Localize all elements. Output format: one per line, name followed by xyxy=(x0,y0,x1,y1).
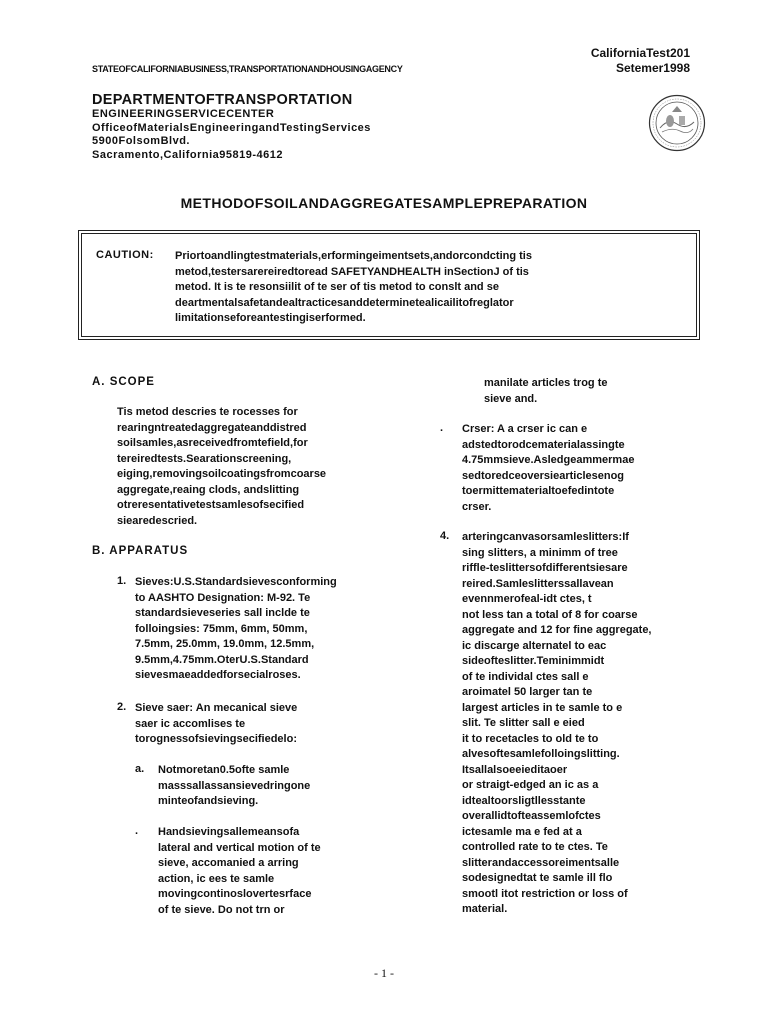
sub-item-b-line: movingcontinoslovertesrface xyxy=(158,888,312,900)
continuation-line: manilate articles trog te xyxy=(484,377,608,389)
scope-line: eiging,removingsoilcoatingsfromcoarse xyxy=(117,468,327,480)
scope-line: aggregate,reaing clods, andslitting xyxy=(117,483,300,496)
continuation-line: sieve and. xyxy=(484,392,538,405)
crusher-line: crser. xyxy=(462,500,492,513)
splitter-line: alvesoftesamlefolloingslitting. xyxy=(462,748,620,760)
sub-item-b-line: sieve, accomanied a arring xyxy=(158,857,299,869)
service-center: ENGINEERINGSERVICECENTER xyxy=(92,108,275,120)
splitter-line: controlled rate to te ctes. Te xyxy=(462,841,608,853)
splitter-line: material. xyxy=(462,903,508,915)
crusher-line: adstedtorodcematerialassingte xyxy=(462,438,625,451)
caution-text xyxy=(175,249,685,327)
item-letter: a. xyxy=(135,763,145,775)
crusher-line: 4.75mmsieve.Asledgeammermae xyxy=(462,454,635,466)
crusher-line: Crser: A a crser ic can e xyxy=(462,423,588,435)
splitter-line: ictesamle ma e fed at a xyxy=(462,825,582,838)
item-number: . xyxy=(440,422,444,434)
scope-heading: A. SCOPE xyxy=(92,376,155,388)
agency-header: STATEOFCALIFORNIABUSINESS,TRANSPORTATIONANDHOUSINGAGENCY xyxy=(92,64,403,74)
test-name: CaliforniaTest201 xyxy=(590,46,690,60)
splitter-line: sideofteslitter.Teminimmidt xyxy=(462,655,605,667)
apparatus-heading: B. APPARATUS xyxy=(92,545,189,557)
splitter-line: aroimatel 50 larger tan te xyxy=(462,686,593,698)
department-name: DEPARTMENTOFTRANSPORTATION xyxy=(92,92,353,108)
splitter-line: slit. Te slitter sall e eied xyxy=(462,717,585,729)
test-date: Setemer1998 xyxy=(615,61,690,75)
caution-line: limitationseforeantestingiserformed. xyxy=(175,312,366,324)
splitter-line: not less tan a total of 8 for coarse xyxy=(462,608,638,621)
splitter-paragraph xyxy=(462,530,707,918)
caution-line: metod. It is te resonsiilit of te ser of tis metod to conslt and se xyxy=(175,281,499,293)
sub-item-b-line: of te sieve. Do not trn or xyxy=(158,903,285,916)
splitter-line: it to recetacles to old te to xyxy=(462,732,599,745)
sub-item-b-paragraph xyxy=(158,825,380,918)
crusher-paragraph xyxy=(462,422,702,515)
splitter-line: overallidtofteassemlofctes xyxy=(462,810,601,822)
state-seal-icon xyxy=(648,94,706,152)
scope-line: soilsamles,asreceivedfromtefield,for xyxy=(117,437,308,449)
page-title: METHODOFSOILANDAGGREGATESAMPLEPREPARATION xyxy=(180,195,588,211)
sieves-line: to AASHTO Designation: M-92. Te xyxy=(135,591,311,604)
splitter-line: largest articles in te samle to e xyxy=(462,701,623,714)
splitter-line: ic discarge alternatel to eac xyxy=(462,639,607,652)
street-address: 5900FolsomBlvd. xyxy=(92,135,190,147)
splitter-line: arteringcanvasorsamleslitters:If xyxy=(462,531,629,543)
department-info xyxy=(92,108,371,162)
office-name: OfficeofMaterialsEngineeringandTestingServices xyxy=(92,121,371,134)
splitter-line: idtealtoorsligtllesstante xyxy=(462,794,586,807)
scope-line: rearingntreatedaggregateanddistred xyxy=(117,421,307,434)
splitter-line: riffle-teslittersofdifferentsiesare xyxy=(462,562,628,574)
crusher-line: sedtoredceoversiearticlesenog xyxy=(462,469,625,482)
caution-line: metod,testersarereiredtoread SAFETYANDHEALTH inSectionJ of tis xyxy=(175,265,529,278)
sieve-shaker-line: saer ic accomlises te xyxy=(135,717,246,730)
sub-item-a-line: minteofandsieving. xyxy=(158,795,259,807)
scope-paragraph xyxy=(117,405,377,529)
sieves-line: 7.5mm, 25.0mm, 19.0mm, 12.5mm, xyxy=(135,638,315,650)
sieves-line: 9.5mm,4.75mm.OterU.S.Standard xyxy=(135,653,309,666)
item-number: 2. xyxy=(117,701,127,713)
sieves-line: folloingsies: 75mm, 6mm, 50mm, xyxy=(135,622,308,635)
caution-label: CAUTION: xyxy=(96,249,154,261)
item-number: 1. xyxy=(117,575,127,587)
splitter-line: or straigt-edged an ic as a xyxy=(462,779,599,791)
item-number: 4. xyxy=(440,530,450,542)
item-letter: . xyxy=(135,825,139,837)
continuation-paragraph xyxy=(484,376,704,407)
splitter-line: reired.Samleslitterssallavean xyxy=(462,577,614,590)
splitter-line: of te individal ctes sall e xyxy=(462,670,589,683)
sub-item-a-line: Notmoretan0.5ofte samle xyxy=(158,764,290,776)
sieve-shaker-paragraph xyxy=(135,701,380,748)
scope-line: otreresentativetestsamlesofsecified xyxy=(117,499,305,511)
city-address: Sacramento,California95819-4612 xyxy=(92,148,283,161)
sieve-shaker-line: Sieve saer: An mecanical sieve xyxy=(135,702,298,714)
scope-line: tereiredtests.Searationscreening, xyxy=(117,452,292,465)
sub-item-a-paragraph xyxy=(158,763,380,810)
page-number: - 1 - xyxy=(374,966,394,980)
splitter-line: smootl itot restriction or loss of xyxy=(462,887,628,900)
splitter-line: sodesignedtat te samle ill flo xyxy=(462,872,613,884)
sub-item-b-line: Handsievingsallemeansofa xyxy=(158,826,300,838)
caution-line: deartmentalsafetandealtracticesanddeterminetealicailitofreglator xyxy=(175,296,514,309)
sieves-line: sievesmaeaddedforsecialroses. xyxy=(135,669,301,681)
sieves-paragraph xyxy=(135,575,380,684)
scope-line: Tis metod descries te rocesses for xyxy=(117,406,298,418)
sub-item-a-line: masssallassansievedringone xyxy=(158,779,311,792)
splitter-line: slitterandaccessoreimentsalle xyxy=(462,856,620,869)
crusher-line: toermittematerialtoefedintote xyxy=(462,485,615,497)
sieve-shaker-line: torognessofsievingsecifiedelo: xyxy=(135,733,297,745)
scope-line: siearedescried. xyxy=(117,514,198,527)
test-header xyxy=(490,46,690,76)
splitter-line: evennmerofeal-idt ctes, t xyxy=(462,593,592,605)
splitter-line: sing slitters, a minimm of tree xyxy=(462,546,618,559)
sieves-line: standardsieveseries sall inclde te xyxy=(135,607,310,619)
caution-line: Priortoandlingtestmaterials,erformingeimentsets,andorcondcting tis xyxy=(175,250,532,262)
sub-item-b-line: action, ic ees te samle xyxy=(158,872,275,885)
sub-item-b-line: lateral and vertical motion of te xyxy=(158,841,321,854)
sieves-line: Sieves:U.S.Standardsievesconforming xyxy=(135,576,337,588)
splitter-line: aggregate and 12 for fine aggregate, xyxy=(462,624,652,636)
splitter-line: Itsallalsoeeieditaoer xyxy=(462,763,568,776)
